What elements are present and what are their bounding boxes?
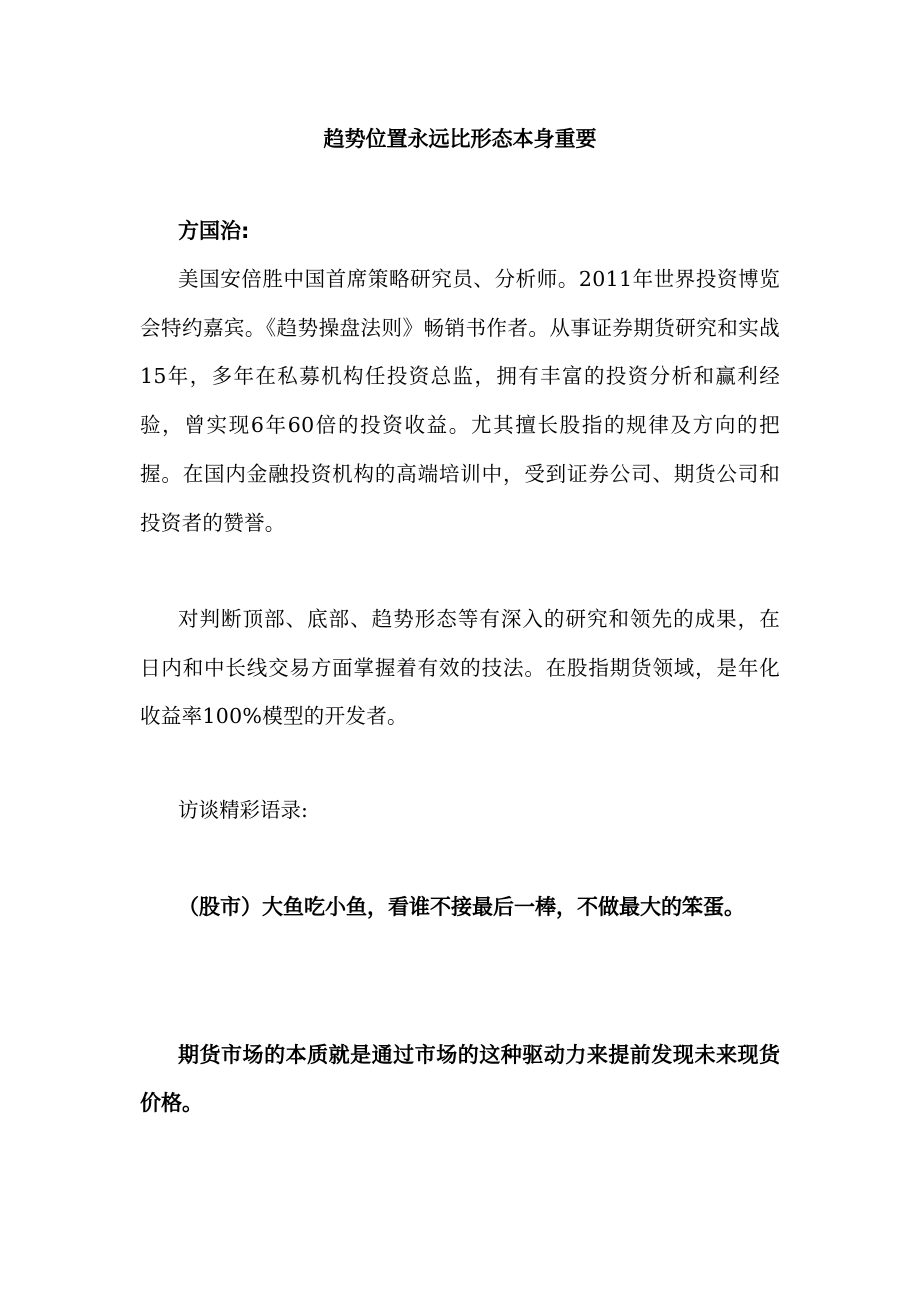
bio-paragraph: 美国安倍胜中国首席策略研究员、分析师。2011年世界投资博览会特约嘉宾。《趋势操盘法则》畅销书作者。从事证券期货研究和实战15年，多年在私募机构任投资总监，拥有丰富的投资分析和赢利经验，曾实现6年60倍的投资收益。尤其擅长股指的规律及方向的把握。在国内金融投资机构的高端培训中，受到证券公司、期货公司和投资者的赞誉。 (140, 267, 780, 535)
bio-paragraph: 对判断顶部、底部、趋势形态等有深入的研究和领先的成果，在日内和中长线交易方面掌握着有效的技法。在股指期货领域，是年化收益率100%模型的开发者。 (140, 607, 780, 729)
quotes-heading: 访谈精彩语录: (178, 798, 308, 822)
quote-paragraph: 期货市场的本质就是通过市场的这种驱动力来提前发现未来现货价格。 (140, 1043, 780, 1115)
bio-heading: 方国治: (178, 219, 250, 243)
document-title: 趋势位置永远比形态本身重要 (323, 127, 597, 151)
quote-paragraph: （股市）大鱼吃小鱼，看谁不接最后一棒，不做最大的笨蛋。 (178, 895, 745, 919)
